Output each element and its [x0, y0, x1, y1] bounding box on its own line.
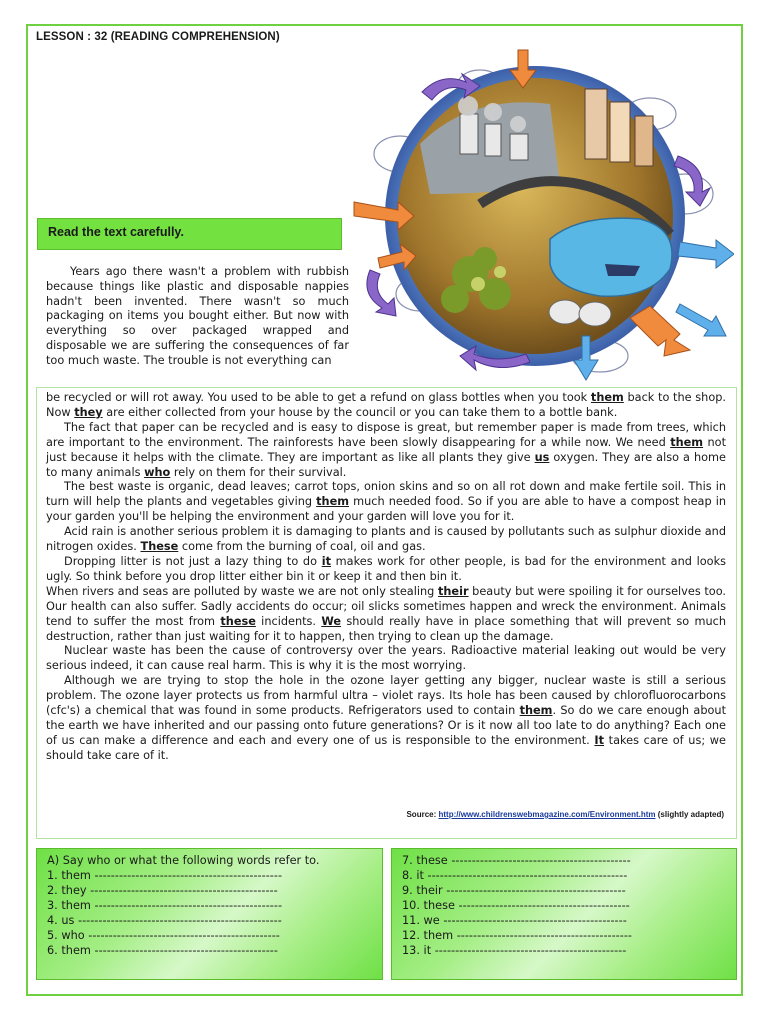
source-label: Source: [406, 810, 439, 819]
source-citation [406, 810, 724, 819]
exercise-item-1: 1. them ---------------------------------------------- [47, 869, 283, 882]
ref-it-13: It [594, 733, 604, 747]
paragraph-2: The fact that paper can be recycled and is easy to dispose is great, but remember paper is made from trees, which are important to the environment. The rainforests have been slowly disappearing for a while now. We need them not just because it helps with the climate. They are important as like all plants they give us oxygen. They are also a home to many animals who rely on them for their survival. [46, 420, 727, 479]
exercise-item-11: 11. we --------------------------------------------- [402, 914, 627, 927]
ref-they-2: they [74, 405, 103, 419]
exercise-item-2: 2. they ---------------------------------------------- [47, 884, 278, 897]
reading-text [46, 391, 726, 764]
paragraph-6: When rivers and seas are polluted by waste we are not only stealing their beauty but were spoiling it for ourselves too. Our health can also suffer. Sadly accidents do occur; oil slicks sometimes happen and wreck the environment. Animals tend to suffer the most from these incidents. We should really have in place something that will prevent so much destruction, rather than just waiting for it to happen, then trying to clean up the damage. [46, 584, 726, 643]
exercise-box-left [36, 848, 383, 980]
ref-it-8: it [321, 554, 331, 568]
ref-these-7: These [140, 540, 179, 554]
ref-them-6: them [316, 495, 350, 509]
paragraph-7: Nuclear waste has been the cause of controversy over the years. Radioactive material leaking out would be very serious indeed, it can cause real harm. This is why it is the most worrying. [46, 644, 726, 673]
paragraph-1: be recycled or will rot away. You used to be able to get a refund on glass bottles when you took them back to the shop. Now they are either collected from your house by the council or you can take them to a bottle bank. [46, 391, 727, 419]
intro-paragraph [46, 265, 349, 369]
exercise-item-12: 12. them ------------------------------------------- [402, 929, 632, 942]
exercise-item-10: 10. these ------------------------------------------ [402, 899, 630, 912]
instruction-banner: Read the text carefully. [37, 218, 342, 250]
source-note: (slightly adapted) [655, 810, 724, 819]
paragraph-5: Dropping litter is not just a lazy thing to do it makes work for other people, is bad for the environment and looks ugly. So think before you drop litter either bin it or keep it and then bin it. [46, 554, 726, 583]
earth-illustration [350, 44, 734, 388]
exercise-item-6: 6. them --------------------------------------------- [47, 944, 278, 957]
paragraph-8: Although we are trying to stop the hole in the ozone layer getting any bigger, nuclear waste is still a serious problem. The ozone layer protects us from harmful ultra – violet rays. Its hole has been caused by chlorofluorocarbons (cfc's) a chemical that was found in some products. Refrigerators used to contain them. So do we care enough about the earth we have inherited and our passing onto future generations? Or is it now all too late to do anything? Each one of us can make a difference and each and every one of us is responsible to the environment. It takes care of us; we should take care of it. [46, 674, 726, 762]
ref-these-10: these [220, 614, 256, 628]
ref-us-4: us [534, 450, 550, 464]
paragraph-3: The best waste is organic, dead leaves; carrot tops, onion skins and so on all rot down and make fertile soil. This in turn will help the plants and vegetables giving them much needed food. So if you are able to have a compost heap in your garden you'll be helping the environment and your garden will love you for it. [46, 480, 726, 524]
exercise-heading: A) Say who or what the following words refer to. [47, 854, 320, 867]
ref-them-3: them [670, 435, 704, 449]
exercise-item-13: 13. it ----------------------------------------------- [402, 944, 627, 957]
source-link[interactable]: http://www.childrenswebmagazine.com/Environment.htm [438, 810, 656, 819]
ref-them-12: them [519, 704, 553, 718]
exercise-item-4: 4. us -------------------------------------------------- [47, 914, 282, 927]
exercise-item-5: 5. who ----------------------------------------------- [47, 929, 280, 942]
ref-who-5: who [144, 465, 171, 479]
exercise-item-3: 3. them ---------------------------------------------- [47, 899, 283, 912]
ref-we-11: We [321, 614, 342, 628]
exercise-item-7: 7. these -------------------------------------------- [402, 854, 631, 867]
ref-their-9: their [437, 584, 469, 598]
paragraph-4: Acid rain is another serious problem it is damaging to plants and is caused by pollutants such as sulphur dioxide and nitrogen oxides. These come from the burning of coal, oil and gas. [46, 525, 726, 554]
exercise-item-9: 9. their -------------------------------------------- [402, 884, 626, 897]
intro-text: Years ago there wasn't a problem with rubbish because things like plastic and disposable nappies hadn't been invented. There wasn't so much packaging on items you bought either. But now with everything so over packaged wrapped and disposable we are suffering the consequences of far too much waste. The trouble is not everything can [46, 265, 349, 367]
exercise-item-8: 8. it ------------------------------------------------- [402, 869, 628, 882]
exercise-box-right [391, 848, 737, 980]
ref-them-1: them [590, 391, 624, 404]
lesson-title: LESSON : 32 (READING COMPREHENSION) [36, 31, 280, 43]
